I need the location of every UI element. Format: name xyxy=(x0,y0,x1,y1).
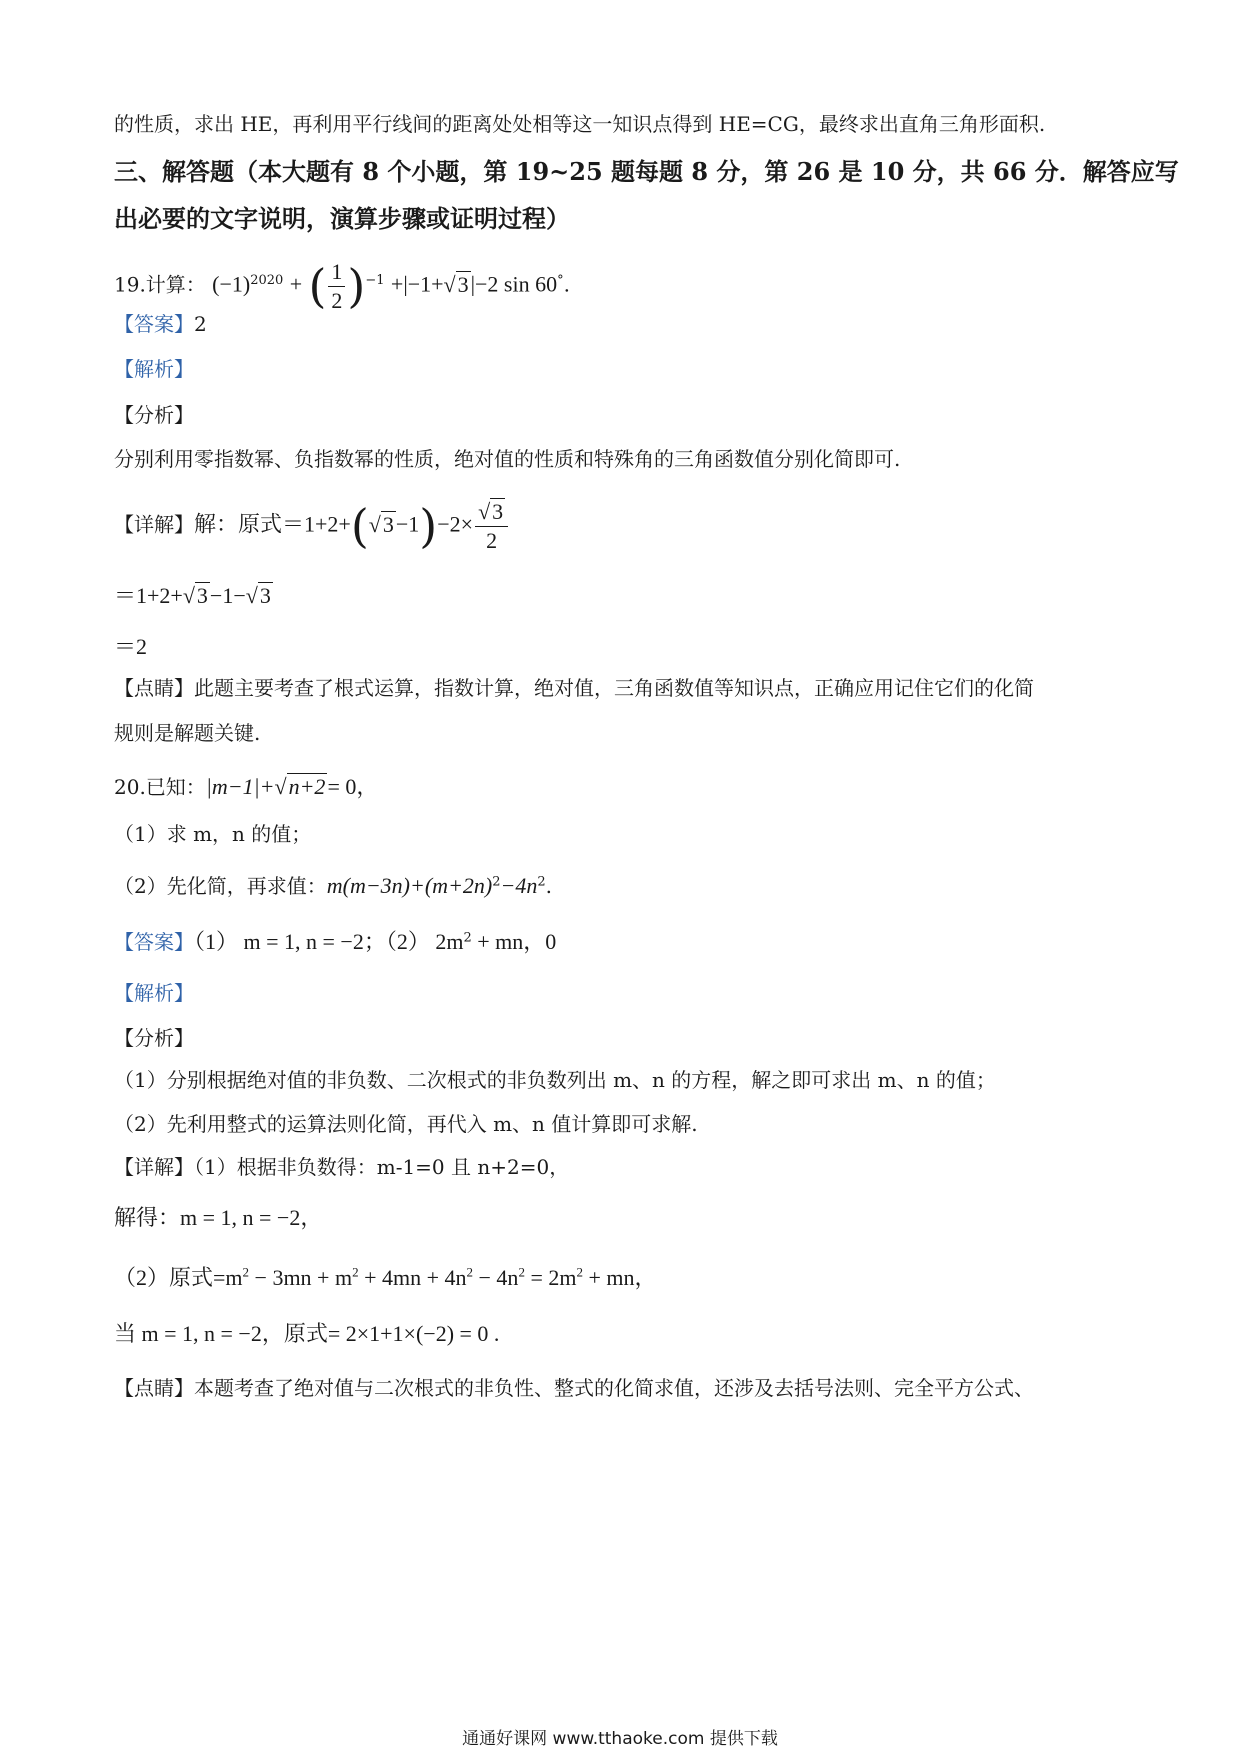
part2-prefix: （2）先化简，再求值： xyxy=(114,874,327,898)
comment-label: 【点睛】 xyxy=(114,676,194,700)
detail-sqrt: √3 xyxy=(368,511,394,537)
part2-expr: m(m−3n)+(m+2n) xyxy=(326,873,493,898)
q19-plus: + xyxy=(289,271,303,297)
detail-paren-open: ( xyxy=(350,499,369,553)
q20-sqrt: √n+2 xyxy=(274,774,326,799)
q19-comment-line1 xyxy=(114,676,1034,701)
part2-tail: −4n xyxy=(500,873,538,898)
detail-fraction: $\frac{√3}{2}$ xyxy=(475,498,508,554)
q20-analysis-label: 【解析】 xyxy=(114,981,194,1005)
comment-text: 此题主要考查了根式运算，指数计算，绝对值，三角函数值等知识点，正确应用记住它们的化简 xyxy=(194,676,1034,700)
answer-part2: + mn，0 xyxy=(471,929,557,954)
comment-text: 本题考查了绝对值与二次根式的非负性、整式的化简求值，还涉及去括号法则、完全平方公式、 xyxy=(194,1376,1034,1400)
q20-eq-end: = 0， xyxy=(327,774,379,799)
step2-prefix: ＝1+2+ xyxy=(114,583,183,608)
footer-source: 通通好课网 www.tthaoke.com 提供下载 xyxy=(462,1729,778,1749)
q19-fenxi-label: 【分析】 xyxy=(114,403,194,427)
q20-detail4: 当 m = 1, n = −2，原式= 2×1+1×(−2) = 0 . xyxy=(114,1321,500,1346)
q20-fenxi-label: 【分析】 xyxy=(114,1026,194,1050)
q20-detail1 xyxy=(114,1155,569,1180)
q19-comment-line2: 规则是解题关键. xyxy=(114,721,261,745)
q19-paren-close: ) xyxy=(347,259,366,313)
q19-exp2: −1 xyxy=(365,272,385,288)
answer-label: 【答案】 xyxy=(114,312,194,336)
step2-mid: −1− xyxy=(209,583,246,608)
q20-prefix: 20.已知： xyxy=(114,775,206,799)
section-heading-line2: 出必要的文字说明，演算步骤或证明过程） xyxy=(114,204,570,233)
q19-exp1: 2020 xyxy=(250,272,284,288)
q20-fenxi1: （1）分别根据绝对值的非负数、二次根式的非负数列出 m、n 的方程，解之即可求出 m、n 的值； xyxy=(114,1068,996,1092)
q19-end: . xyxy=(563,272,570,297)
q19-frac-num: 1 xyxy=(328,258,345,287)
q19-term1: (−1) xyxy=(212,271,251,297)
q19-answer xyxy=(114,312,207,337)
answer-exp: 2 xyxy=(463,930,472,946)
detail-mid: −1 xyxy=(395,511,420,537)
q19-abs-a: +|−1+ xyxy=(390,271,444,297)
answer-value: 2 xyxy=(194,312,207,336)
q19-prefix: 19.计算： xyxy=(114,272,206,297)
q20-part1: （1）求 m，n 的值； xyxy=(114,822,312,846)
detail-label: 【详解】 xyxy=(114,1155,194,1179)
q19-analysis-label: 【解析】 xyxy=(114,357,194,381)
q19-degree: ° xyxy=(557,272,564,288)
step2-sqrt-a: √3 xyxy=(182,583,208,608)
comment-label: 【点睛】 xyxy=(114,1376,194,1400)
q19-step2 xyxy=(114,582,273,610)
q20-abs: |m−1|+ xyxy=(205,774,275,799)
detail1-text: （1）根据非负数得：m-1=0 且 n+2=0， xyxy=(194,1155,570,1179)
q19-fraction xyxy=(328,258,345,314)
q19-fenxi-text: 分别利用零指数幂、负指数幂的性质，绝对值的性质和特殊角的三角函数值分别化简即可. xyxy=(114,447,901,471)
q19-frac-den: 2 xyxy=(331,287,343,313)
q19-abs-b: |−2 sin 60 xyxy=(470,271,558,297)
step2-sqrt-b: √3 xyxy=(245,583,271,608)
q19-detail xyxy=(114,498,510,554)
q19-sqrt: √3 xyxy=(443,271,469,297)
q19-question xyxy=(114,258,570,314)
part2-end: . xyxy=(545,874,553,898)
answer-label: 【答案】 xyxy=(114,930,194,954)
section-heading-line1: 三、解答题（本大题有 8 个小题，第 19~25 题每题 8 分，第 26 是 10 分，共 66 分．解答应写 xyxy=(114,157,1179,186)
q20-detail2: 解得：m = 1, n = −2， xyxy=(114,1205,323,1230)
q20-comment xyxy=(114,1376,1034,1401)
detail-times: −2× xyxy=(437,511,474,537)
detail-paren-close: ) xyxy=(419,499,438,553)
intro-line: 的性质，求出 HE，再利用平行线间的距离处处相等这一知识点得到 HE=CG，最终求出直角三角形面积. xyxy=(114,112,1046,136)
q20-part2 xyxy=(114,872,552,900)
q20-question xyxy=(114,773,378,801)
part2-exp2: 2 xyxy=(537,874,546,890)
q20-detail3: （2）原式$=m^2 - 3mn + m^2 + 4mn + 4n^2 - 4n^2 = 2m^2$ + mn， xyxy=(114,1264,657,1290)
detail-prefix: 解：原式＝1+2+ xyxy=(194,511,351,537)
answer-part1: （1） m = 1, n = −2；（2） 2m xyxy=(194,929,464,954)
q20-answer xyxy=(114,928,556,956)
detail-label: 【详解】 xyxy=(114,512,194,537)
q20-fenxi2: （2）先利用整式的运算法则化简，再代入 m、n 值计算即可求解. xyxy=(114,1112,698,1136)
part2-exp: 2 xyxy=(492,874,501,890)
q19-step3: ＝2 xyxy=(114,634,148,659)
q19-paren-open: ( xyxy=(308,259,327,313)
